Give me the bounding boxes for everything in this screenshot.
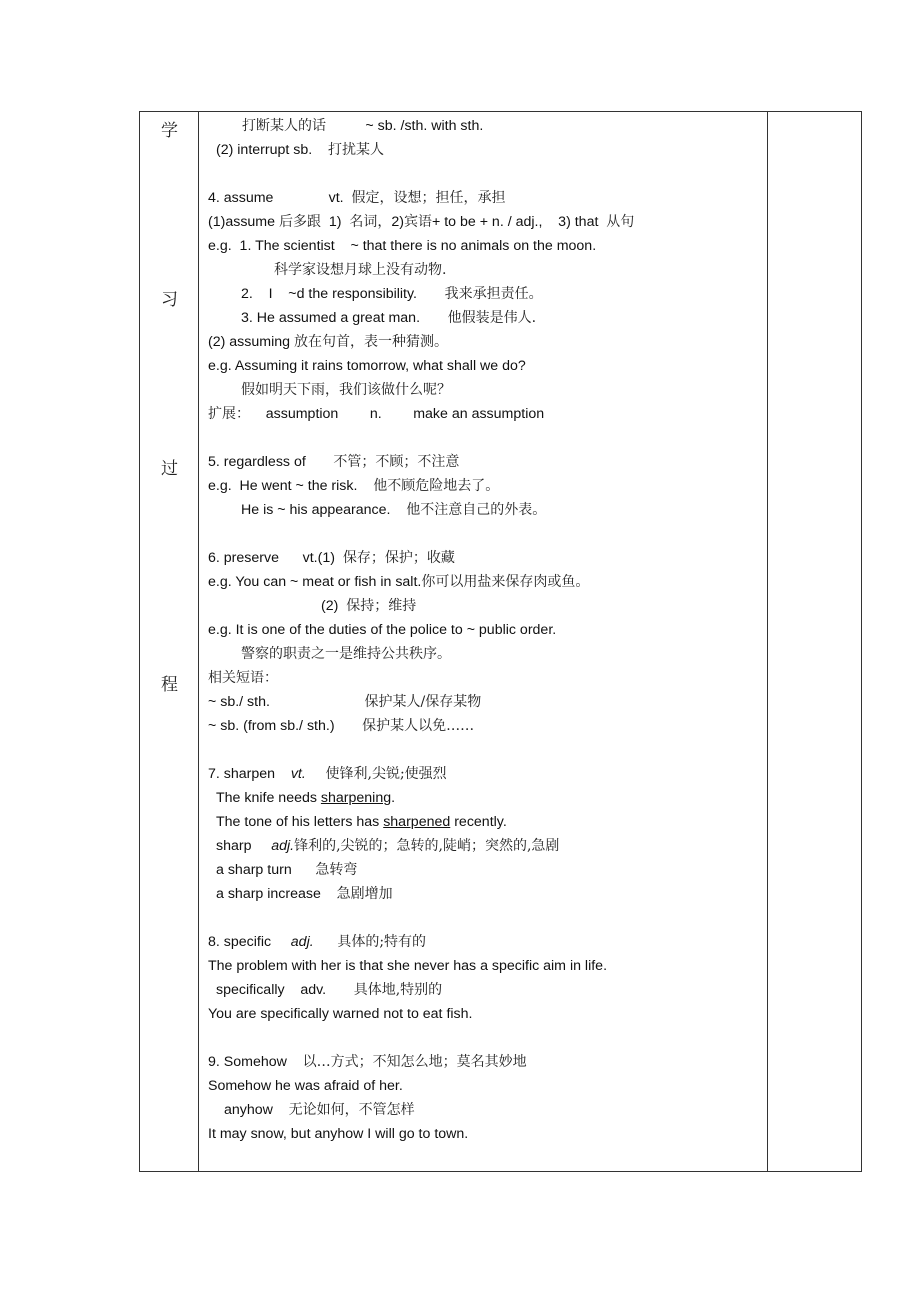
english-text <box>314 934 338 950</box>
side-label-char: 程 <box>161 675 178 695</box>
note-line <box>241 309 536 327</box>
note-line <box>208 357 526 375</box>
english-text: He is ~ his appearance. <box>241 502 407 518</box>
chinese-text: 宾语 <box>403 214 432 230</box>
note-line <box>216 885 393 903</box>
column-divider-left <box>198 112 199 1171</box>
english-text: 2) <box>391 214 404 230</box>
english-text: assumption n. make an assumption <box>250 406 545 422</box>
chinese-text: 无论如何，不管怎样 <box>288 1102 415 1118</box>
english-text: + to be + n. / adj., 3) that <box>431 214 607 230</box>
chinese-text: 科学家设想月球上没有动物. <box>274 262 447 278</box>
chinese-text: 急剧增加 <box>336 886 393 902</box>
note-line <box>216 789 395 807</box>
note-line <box>208 957 607 975</box>
english-text: (1)assume <box>208 214 279 230</box>
note-line <box>208 933 426 951</box>
chinese-text: 他假装是伟人. <box>447 310 537 326</box>
chinese-text: 他不顾危险地去了。 <box>373 478 500 494</box>
chinese-text: 警察的职责之一是维持公共秩序。 <box>241 646 451 662</box>
chinese-text: 我来承担责任。 <box>444 286 543 302</box>
english-text: 4. assume vt. <box>208 190 352 206</box>
chinese-text: 扩展： <box>208 406 250 422</box>
english-text: e.g. It is one of the duties of the police to ~ public order. <box>208 622 557 638</box>
chinese-text: 打扰某人 <box>327 142 384 158</box>
chinese-text: 保护某人/保存某物 <box>364 694 482 710</box>
note-line <box>208 1125 468 1143</box>
english-text: You are specifically warned not to eat fish. <box>208 1006 473 1022</box>
chinese-text: 锋利的,尖锐的；急转的,陡峭；突然的,急剧 <box>294 838 560 854</box>
note-line <box>241 645 451 663</box>
chinese-text: 名词， <box>349 214 392 230</box>
chinese-text: 他不注意自己的外表。 <box>406 502 547 518</box>
english-text: It may snow, but anyhow I will go to town. <box>208 1126 469 1142</box>
english-text: The knife needs <box>216 790 321 806</box>
note-line <box>208 549 455 567</box>
english-text: 8. specific <box>208 934 291 950</box>
note-line <box>274 261 446 279</box>
english-text: specifically adv. <box>216 982 354 998</box>
remarks-column <box>768 112 861 1171</box>
note-line <box>241 501 546 519</box>
chinese-text: 以…方式；不知怎么地；莫名其妙地 <box>302 1054 527 1070</box>
note-line <box>208 1005 472 1023</box>
note-line <box>208 477 499 495</box>
english-text: Somehow he was afraid of her. <box>208 1078 403 1094</box>
chinese-text: 急转弯 <box>315 862 358 878</box>
note-line <box>208 405 544 423</box>
english-text: e.g. You can ~ meat or fish in salt. <box>208 574 422 590</box>
chinese-text: 假如明天下雨，我们该做什么呢？ <box>241 382 451 398</box>
chinese-text: 你可以用盐来保存肉或鱼。 <box>421 574 590 590</box>
chinese-text: 相关短语： <box>208 670 278 686</box>
side-label-char: 过 <box>161 459 178 479</box>
english-text: 9. Somehow <box>208 1054 303 1070</box>
chinese-text: 保持；维持 <box>346 598 417 614</box>
chinese-text: 打断某人的话 <box>242 118 326 134</box>
chinese-text: 后多跟 <box>278 214 321 230</box>
note-line <box>216 981 442 999</box>
chinese-text: 不管；不顾；不注意 <box>333 454 460 470</box>
note-line <box>208 1053 527 1071</box>
note-line <box>216 861 357 879</box>
english-text: (2) assuming <box>208 334 294 350</box>
english-text: e.g. 1. The scientist ~ that there is no animals on the moon. <box>208 238 597 254</box>
english-text: anyhow <box>224 1102 289 1118</box>
english-text: 2. I ~d the responsibility. <box>241 286 445 302</box>
chinese-text: 从句 <box>606 214 635 230</box>
note-line <box>208 1077 403 1095</box>
english-text: (2) <box>321 598 347 614</box>
note-line <box>241 285 543 303</box>
english-text <box>306 766 326 782</box>
note-line <box>208 213 634 231</box>
note-line <box>216 141 384 159</box>
note-line <box>241 381 451 399</box>
chinese-text: 保护某人以免…… <box>362 718 475 734</box>
note-line <box>224 1101 415 1119</box>
english-text: (2) interrupt sb. <box>216 142 328 158</box>
note-line <box>208 333 448 351</box>
english-text: a sharp turn <box>216 862 316 878</box>
english-text: recently. <box>450 814 507 830</box>
note-line <box>321 597 416 615</box>
note-line <box>208 189 506 207</box>
side-label-char: 学 <box>161 121 178 141</box>
english-text: e.g. He went ~ the risk. <box>208 478 374 494</box>
note-line <box>208 621 556 639</box>
note-line <box>242 117 483 135</box>
chinese-text: 假定，设想；担任，承担 <box>351 190 506 206</box>
english-text: The tone of his letters has <box>216 814 384 830</box>
note-line <box>216 813 507 831</box>
chinese-text: 具体的;特有的 <box>337 934 427 950</box>
note-line <box>208 765 447 783</box>
note-line <box>208 573 589 591</box>
english-text: a sharp increase <box>216 886 337 902</box>
part-of-speech: adj. <box>290 934 314 950</box>
chinese-text: 放在句首，表一种猜测。 <box>293 334 448 350</box>
lesson-table <box>139 111 862 1172</box>
part-of-speech: adj. <box>271 838 295 854</box>
note-line <box>208 669 278 687</box>
english-text: 3. He assumed a great man. <box>241 310 448 326</box>
note-line <box>208 453 459 471</box>
part-of-speech: vt. <box>290 766 306 782</box>
chinese-text: 具体地,特别的 <box>353 982 443 998</box>
english-text: sharp <box>216 838 272 854</box>
chinese-text: 使锋利,尖锐;使强烈 <box>325 766 447 782</box>
english-text: 6. preserve vt.(1) <box>208 550 343 566</box>
english-text: 5. regardless of <box>208 454 334 470</box>
underlined-word: sharpening <box>320 790 392 806</box>
english-text: 1) <box>320 214 350 230</box>
chinese-text: 保存；保护；收藏 <box>342 550 455 566</box>
english-text: 7. sharpen <box>208 766 291 782</box>
side-label-char: 习 <box>161 290 178 310</box>
note-line <box>208 237 596 255</box>
english-text: The problem with her is that she never has a specific aim in life. <box>208 958 608 974</box>
english-text: . <box>391 790 396 806</box>
english-text: e.g. Assuming it rains tomorrow, what shall we do? <box>208 358 526 374</box>
english-text: ~ sb./ sth. <box>208 694 365 710</box>
english-text: ~ sb. (from sb./ sth.) <box>208 718 363 734</box>
note-line <box>208 717 474 735</box>
underlined-word: sharpened <box>383 814 451 830</box>
note-line <box>208 693 481 711</box>
note-line <box>216 837 559 855</box>
english-text: ~ sb. /sth. with sth. <box>326 118 484 134</box>
